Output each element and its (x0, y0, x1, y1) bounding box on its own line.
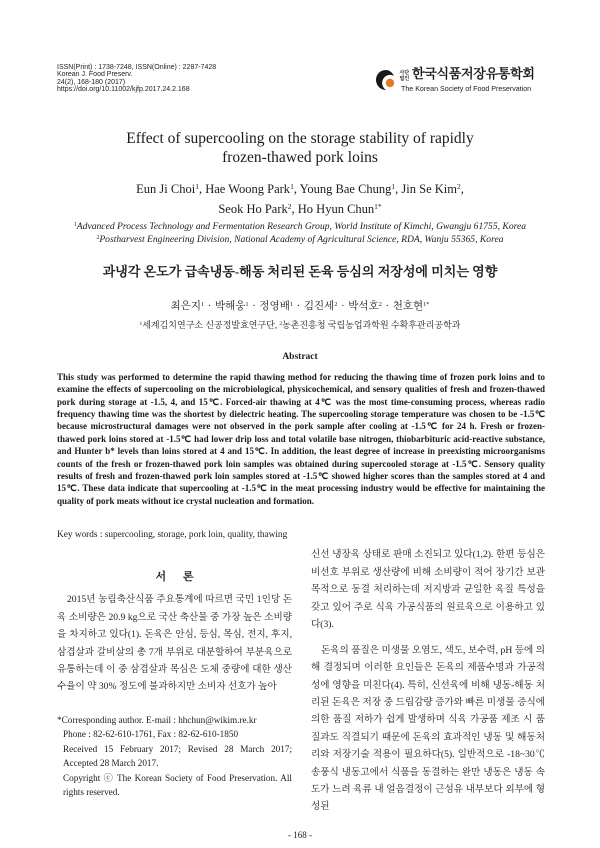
author-name: Eun Ji Choi (136, 182, 196, 196)
author-name: Ho Hyun Chun (297, 202, 375, 216)
author-name: 박석호 (348, 301, 379, 312)
author-separator: , (395, 182, 399, 196)
author-affiliation-mark: 1 (289, 300, 293, 308)
section-heading-introduction: 서 론 (155, 571, 194, 583)
keywords: Key words : supercooling, storage, pork loin, quality, thawing (57, 530, 288, 540)
author-affiliation-mark: 2 (378, 300, 382, 308)
paper-title-line2: frozen-thawed pork loins (222, 149, 378, 166)
author-name: 김진세 (303, 301, 335, 312)
author-affiliation-mark: 1 (200, 300, 205, 308)
author-affiliation-mark: 1* (374, 202, 382, 212)
author-separator: · (341, 301, 345, 312)
author-affiliation-mark: 1 (245, 300, 249, 308)
society-name-kr: 한국식품저장유통학회 (412, 67, 535, 82)
body-paragraph: 돈육의 품질은 미생물 오염도, 색도, 보수력, pH 등에 의해 결정되며 이러한 요인들은 돈육의 제품수명과 가공적성에 영향을 미친다(4). 특히, 신선육에 비해 냉동-해동 처리된 돈육은 저장 중 드립감량 증가와 빠른 미생물 증식에 의한 품질 저하가 쉽게 발생하며 식육 가공품 제조 시 품질과도 직결되기 때문에 돈육의 효과적인 냉동 및 해동처리와 저장기술 적용이 필요하다(5). 일반적으로 -18~30℃ 송풍식 냉동고에서 식품을 동결하는 완만 냉동은 냉동 속도가 느려 육류 내 얼음결정이 근섬유 내부보다 외부에 형성된 (311, 644, 545, 813)
affiliation-text: Advanced Process Technology and Fermentation Research Group, World Institute of Kimchi, Gwangju 61755, Korea (76, 220, 527, 232)
author-affiliation-mark: 2 (456, 182, 461, 192)
author-kr (304, 301, 348, 312)
affiliation-kr (140, 320, 278, 330)
body-column-right (311, 546, 545, 826)
author-line (0, 199, 600, 219)
author-separator: , (460, 182, 464, 196)
author-affiliation-mark: 2 (334, 300, 338, 308)
author-list-kr (0, 298, 600, 316)
society-emblem-icon (374, 68, 398, 92)
author-affiliation-mark: 1 (391, 182, 396, 192)
society-prefix-line1: 사단 (399, 70, 410, 76)
body-paragraph: 신선 냉장육 상태로 판매 소진되고 있다(1,2). 한편 등심은 비선호 부위로 생산량에 비해 소비량이 적어 장기간 보관 목적으로 동결 처리하는데 저지방과 균일한 육질 특성을 갖고 있어 주로 식육 가공식품의 원료육으로 이용하고 있다(3). (311, 549, 545, 630)
author-affiliation-mark: 1* (423, 300, 430, 308)
page-number: - 168 - (288, 830, 312, 840)
affiliation-mark: 1 (139, 321, 143, 328)
paper-title (0, 129, 600, 167)
author-name: 정영배 (259, 301, 290, 312)
paper-title-line1: Effect of supercooling on the storage stability of rapidly (126, 130, 474, 147)
abstract-heading: Abstract (282, 352, 318, 362)
author-kr (393, 301, 430, 312)
author-name: Young Bae Chung (299, 182, 392, 196)
journal-name: Korean J. Food Preserv. (57, 71, 133, 79)
doi-link[interactable]: https://doi.org/10.11002/kjfp.2017.24.2.168 (57, 86, 190, 94)
paper-title-kr: 과냉각 온도가 급속냉동-해동 처리된 돈육 등심의 저장성에 미치는 영향 (102, 264, 498, 279)
author (136, 182, 202, 196)
author-kr (171, 301, 215, 312)
author (401, 182, 463, 196)
author-affiliation-mark: 2 (287, 202, 292, 212)
author-name: 박해웅 (214, 301, 246, 312)
author (298, 202, 382, 216)
body-paragraph: 2015년 농림축산식품 주요통계에 따르면 국민 1인당 돈육 소비량은 20.9 kg으로 국산 축산물 중 가장 높은 소비량을 차지하고 있다(1). 돈육은 안심, 등심, 목심, 전지, 후지, 삼겹살과 갈비살의 총 7개 부위로 대분할하여 부분육으로 유통하는데 이 중 삼겹살과 목심은 도체 중량에 대한 생산 수율이 약 30% 정도에 불과하지만 소비자 선호가 높아 (57, 594, 292, 693)
society-emblem-graphic (374, 68, 398, 92)
author-name: 최은지 (170, 301, 201, 312)
author-kr (348, 301, 392, 312)
author-separator: · (385, 301, 390, 312)
author-separator: , (291, 202, 295, 216)
author (300, 182, 399, 196)
author-line (0, 179, 600, 199)
affiliation (20, 233, 580, 246)
corresponding-author-note: *Corresponding author. E-mail : hhchun@wikim.re.kr (57, 715, 257, 725)
society-name-en: The Korean Society of Food Preservation (401, 84, 532, 93)
affiliation-mark: 2 (96, 234, 100, 241)
affiliation-kr (279, 320, 460, 330)
emblem-dot (386, 79, 394, 87)
volume-pages: 24(2), 168-180 (2017) (57, 78, 126, 86)
submission-dates: Received 15 February 2017; Revised 28 March 2017; Accepted 28 March 2017. (63, 743, 292, 769)
author-name: Jin Se Kim (401, 182, 457, 196)
issn: ISSN(Print) : 1738-7248, ISSN(Online) : 2287-7428 (57, 64, 217, 71)
affiliations-en (20, 220, 580, 246)
copyright-notice: Copyright ⓒ The Korean Society of Food Preservation. All rights reserved. (63, 772, 292, 798)
affiliation-text: 세계김치연구소 신공정발효연구단, (142, 320, 278, 330)
author (218, 202, 294, 216)
author-name: Hae Woong Park (205, 182, 291, 196)
affiliation-mark: 1 (73, 221, 77, 228)
author-affiliation-mark: 1 (195, 182, 199, 192)
affiliation (20, 220, 580, 233)
author-list-en (0, 179, 600, 219)
author-kr (259, 301, 303, 312)
society-prefix (400, 70, 411, 82)
affiliation-text: Postharvest Engineering Division, National Academy of Agricultural Science, RDA, Wanju 55365, Korea (99, 233, 504, 245)
author-affiliation-mark: 1 (290, 182, 294, 192)
author-name: 천호현 (392, 301, 424, 312)
author-kr (215, 301, 259, 312)
author-separator: · (207, 301, 212, 312)
author-name: Seok Ho Park (218, 202, 288, 216)
footnotes (57, 713, 292, 799)
author-separator: , (198, 182, 203, 196)
affiliation-text: 농촌진흥청 국립농업과학원 수확후관리공학과 (282, 320, 461, 330)
society-prefix-line2: 법인 (399, 76, 410, 82)
journal-info (57, 64, 216, 94)
author-separator: , (293, 182, 297, 196)
affiliation-mark: 2 (279, 321, 283, 328)
body-column-left (57, 591, 292, 713)
affiliations-kr (0, 318, 600, 332)
abstract-text: This study was performed to determine the rapid thawing method for reducing the thawing time of frozen pork loins and to examine the effects of supercooling on the microbiological, physicochemical, and sensory qualities of fresh and frozen-thawed pork during storage at -1.5, 4, and 15℃. Forced-air thawing at 4℃ was the most time-consuming process, whereas radio frequency thawing time was the shortest by dielectric heating. The supercooling storage temperature was chosen to be -1.5℃ because microstructural damages were not observed in the pork sample after cooling at -1.5℃ for 24 h. Fresh or frozen-thawed pork loins stored at -1.5℃ had lower drip loss and total volatile base nitrogen, thiobarbituric acid-reactive substance, and Hunter b* levels than loins stored at 4 and 15℃. In addition, the least degree of increase in preexisting microorganisms counts of the fresh or frozen-thawed pork loin samples was obtained during supercooled storage at -1.5℃. Sensory quality results of fresh and frozen-thawed pork loin samples stored at -1.5℃ showed higher scores than the samples stored at 4 and 15℃. These data indicate that supercooling at -1.5℃ in the meat processing industry would be effective for maintaining the quality of pork meats without ice crystal nucleation and formation. (57, 371, 545, 506)
author-separator: · (252, 301, 256, 312)
contact-phone-fax: Phone : 82-62-610-1761, Fax : 82-62-610-1850 (63, 729, 239, 740)
author (205, 182, 297, 196)
author-separator: · (296, 301, 301, 312)
